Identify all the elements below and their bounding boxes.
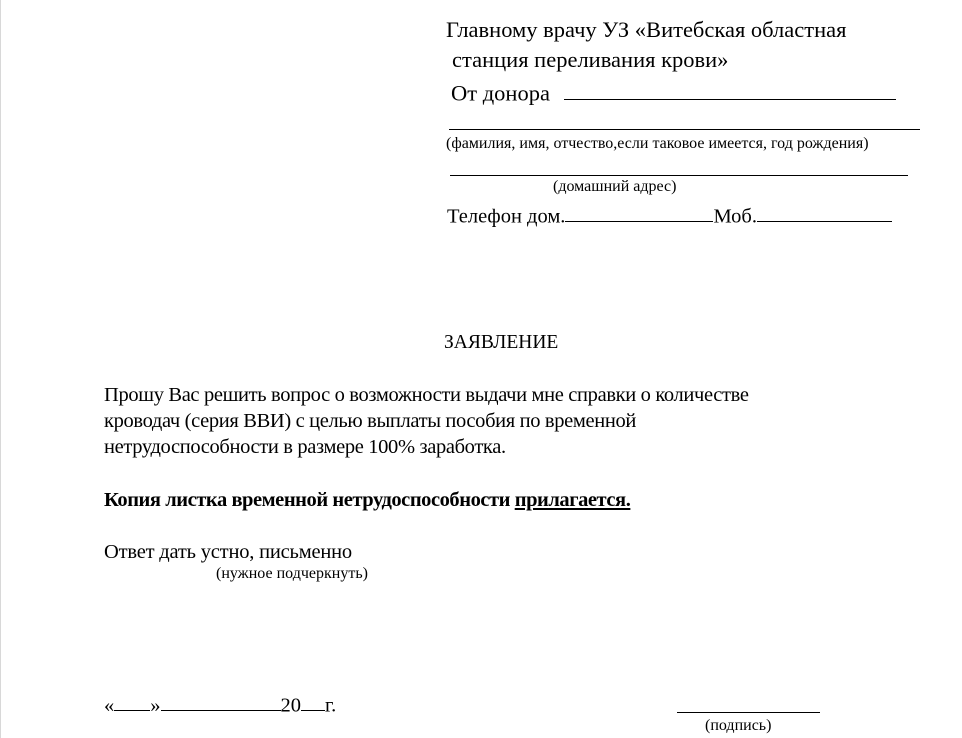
page-left-border (0, 0, 1, 738)
request-line-2: кроводач (серия ВВИ) с целью выплаты пособия по временной (104, 410, 637, 432)
donor-fullname-hint: (фамилия, имя, отчество,если таковое имеется, год рождения) (446, 135, 869, 152)
request-line-3: нетрудоспособности в размере 100% заработка. (104, 436, 506, 458)
date-year-suffix: г. (325, 694, 337, 717)
home-address-hint: (домашний адрес) (553, 178, 677, 195)
attachment-note (104, 490, 630, 511)
answer-method-line: Ответ дать устно, письменно (104, 541, 352, 563)
phone-home-label: Телефон дом. (447, 205, 566, 228)
phone-mobile-label: Моб. (713, 205, 757, 228)
date-day-blank (114, 692, 150, 711)
phone-home-blank (565, 203, 713, 222)
attachment-note-text: Копия листка временной нетрудоспособности (104, 489, 515, 511)
request-line-1: Прошу Вас решить вопрос о возможности выдачи мне справки о количестве (104, 384, 749, 406)
signature-line (677, 712, 820, 713)
from-donor-row (451, 79, 896, 105)
from-donor-label: От донора (451, 80, 550, 106)
phone-row (447, 203, 892, 227)
addressee-line-2: станция переливания крови» (452, 47, 729, 72)
addressee-line-1: Главному врачу УЗ «Витебская областная (446, 17, 847, 42)
phone-mobile-blank (757, 203, 892, 222)
attachment-note-underlined: прилагается. (514, 489, 631, 511)
donor-fullname-line (449, 129, 920, 130)
document-title: ЗАЯВЛЕНИЕ (444, 332, 559, 353)
answer-method-hint: (нужное подчеркнуть) (216, 565, 368, 582)
date-open-quote: « (104, 694, 115, 717)
date-month-blank (161, 692, 281, 711)
donor-name-blank (564, 79, 896, 100)
date-close-quote: » (150, 694, 161, 717)
date-year-blank (301, 692, 325, 711)
date-row (104, 692, 336, 716)
signature-hint: (подпись) (705, 717, 772, 734)
home-address-line (450, 175, 908, 176)
date-year-prefix: 20 (280, 694, 301, 717)
